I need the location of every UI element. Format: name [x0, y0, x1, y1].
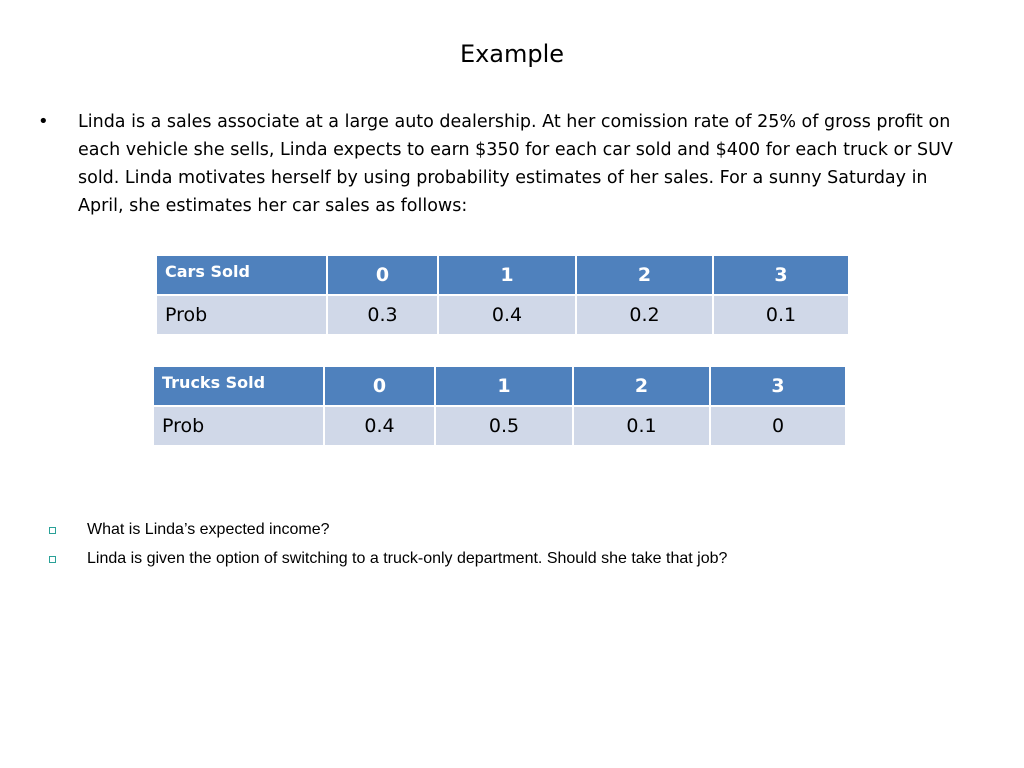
square-bullet-icon — [49, 527, 56, 534]
table-header-cell: 3 — [713, 255, 849, 295]
table-cell: 0.5 — [435, 406, 573, 446]
table-row — [153, 406, 846, 446]
cars-sold-table — [155, 254, 850, 336]
table-cell: 0.1 — [573, 406, 710, 446]
table-header-cell: 0 — [324, 366, 435, 406]
question-text: Linda is given the option of switching to a truck-only department. Should she take that job? — [87, 550, 728, 567]
table-header-cell: 2 — [573, 366, 710, 406]
table-cell: 0.1 — [713, 295, 849, 335]
table-header-cell: 1 — [438, 255, 576, 295]
table-cell: Prob — [156, 295, 327, 335]
question-list — [46, 518, 986, 576]
bullet-dot: • — [38, 111, 49, 132]
table-header-cell: 1 — [435, 366, 573, 406]
table-header-row — [153, 366, 846, 406]
intro-paragraph — [36, 108, 966, 220]
table-header-cell: 0 — [327, 255, 438, 295]
table-header-cell: 3 — [710, 366, 846, 406]
list-item — [46, 518, 986, 547]
question-text: What is Linda’s expected income? — [87, 521, 330, 538]
table-row — [156, 295, 849, 335]
table-cell: 0.4 — [324, 406, 435, 446]
list-item — [46, 547, 986, 576]
table-header-row — [156, 255, 849, 295]
slide-title: Example — [459, 40, 565, 68]
table-cell: 0.2 — [576, 295, 713, 335]
trucks-sold-table — [152, 365, 847, 447]
square-bullet-icon — [49, 556, 56, 563]
table-cell: 0.4 — [438, 295, 576, 335]
table-header-cell: Trucks Sold — [153, 366, 324, 406]
table-cell: Prob — [153, 406, 324, 446]
table-header-cell: Cars Sold — [156, 255, 327, 295]
table-cell: 0.3 — [327, 295, 438, 335]
table-header-cell: 2 — [576, 255, 713, 295]
table-cell: 0 — [710, 406, 846, 446]
intro-text: Linda is a sales associate at a large auto dealership. At her comission rate of 25% of gross profit on each vehicle she sells, Linda expects to earn $350 for each car sold and $400 for each truck or SUV sold. Linda motivates herself by using probability estimates of her sales. For a sunny Saturday in April, she estimates her car sales as follows: — [78, 112, 953, 216]
